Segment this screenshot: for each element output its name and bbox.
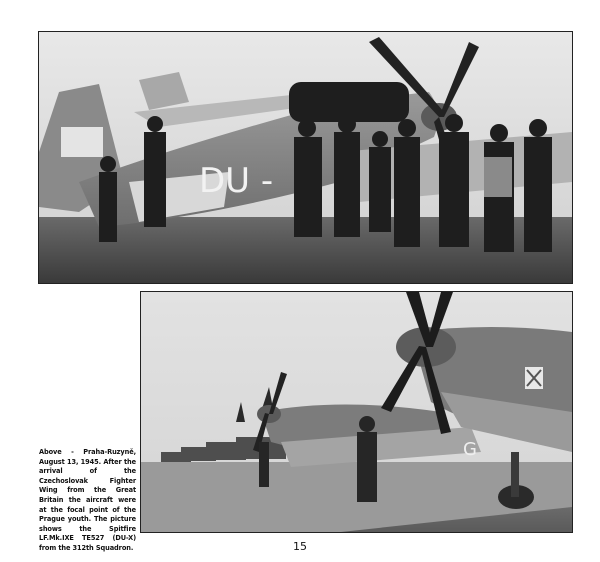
photo-caption: Above - Praha-Ruzyně, August 13, 1945. After the arrival of the Czechoslovak Fighter Wing from the Great Britain the aircraft were at the focal point of the Prague youth. The picture shows the Spitfire LF.Mk.IXE TE527 (DU-X) from the 312th Squadron. bbox=[39, 448, 136, 552]
photo-spitfire-line bbox=[140, 291, 573, 533]
page-number: 15 bbox=[293, 540, 307, 553]
aircraft-code-letters: DU - bbox=[199, 161, 274, 201]
photo-spitfire-crowd-image bbox=[39, 32, 572, 283]
photo-spitfire-crowd bbox=[38, 31, 573, 284]
aircraft-code-letter: G bbox=[463, 439, 477, 460]
photo-spitfire-line-image bbox=[141, 292, 572, 532]
